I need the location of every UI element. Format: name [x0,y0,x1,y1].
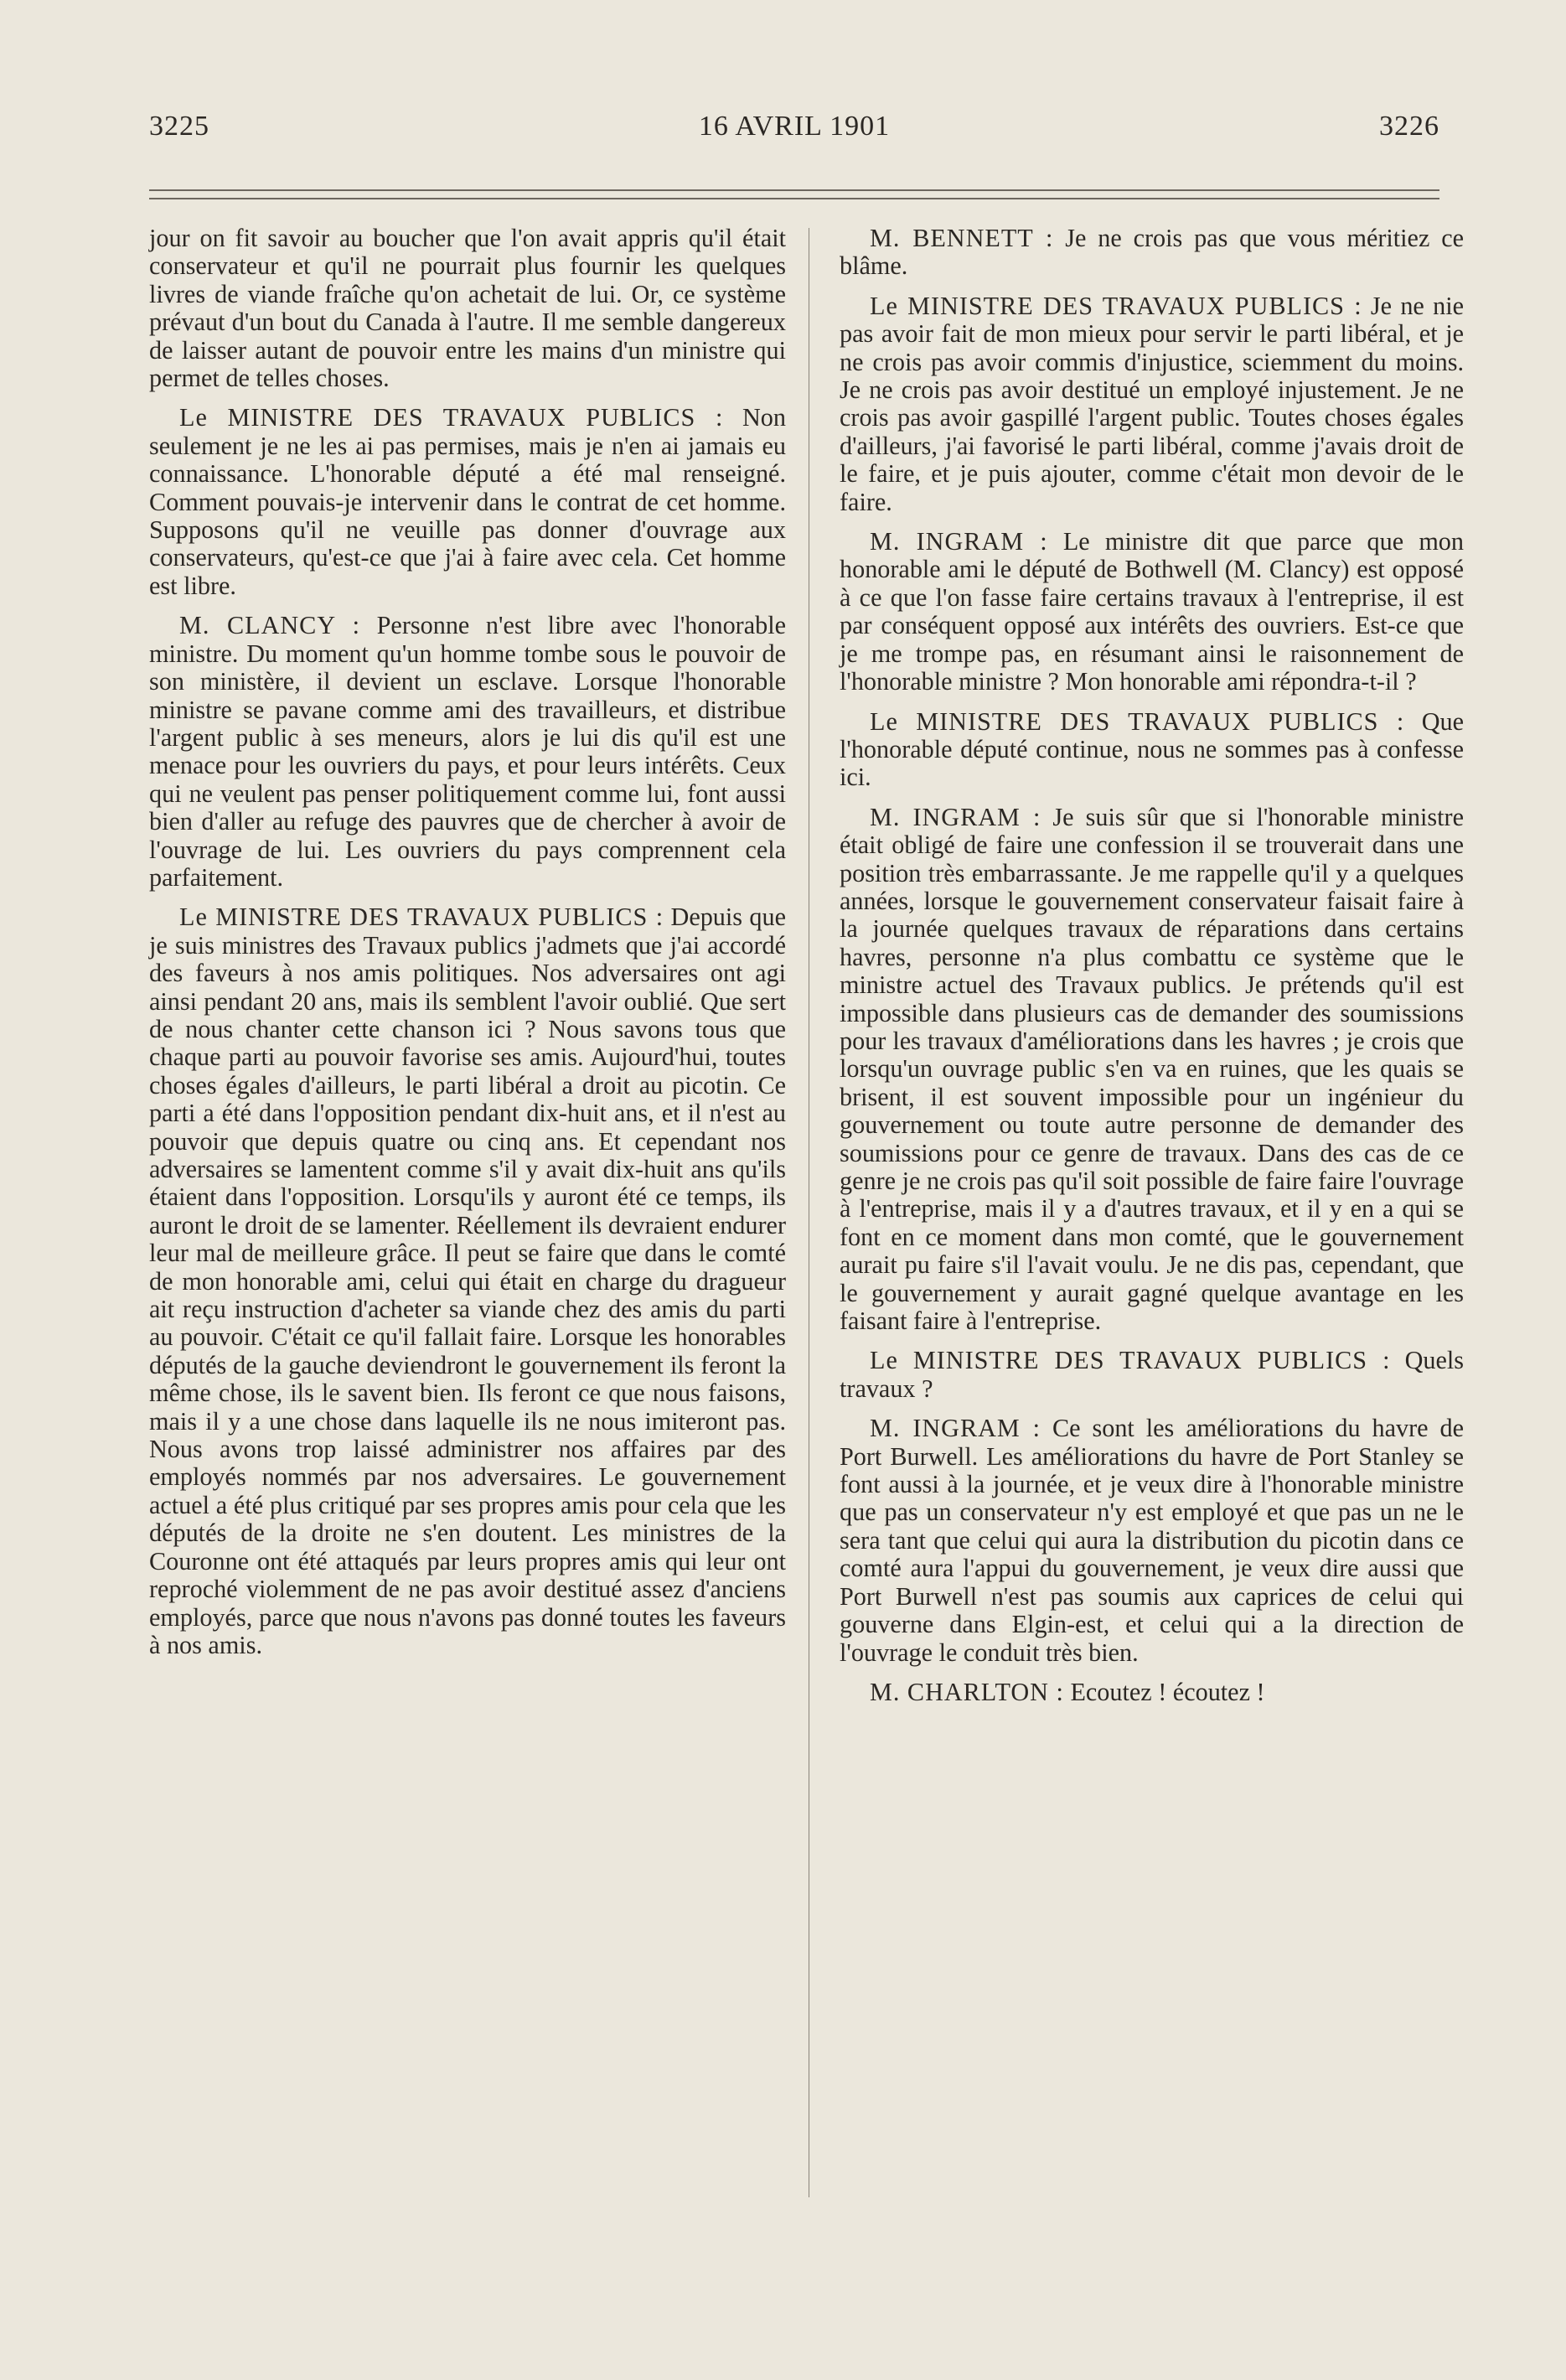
speaker-name: M. CHARLTON : [870,1677,1064,1706]
speaker-name: M. INGRAM : [870,1414,1041,1443]
speaker-name: M. CLANCY : [179,611,361,640]
paragraph-text: Personne n'est libre avec l'honorable ministre. Du moment qu'un homme tombe sous le pouvoir de son ministère, il devient un esclave. Lorsque l'honorable ministre se pavane comme ami des travailleurs, et distribue l'argent public à ses meneurs, alors je lui dis qu'il est une menace pour les ouvriers du pays, et pour leurs intérêts. Ceux qui ne veulent pas penser politiquement comme lui, font aussi bien d'aller au refuge des pauvres que de chercher à avoir de l'ouvrage de lui. Les ouvriers du pays comprennent cela parfaitement. [149,611,787,892]
paragraph [149,225,786,392]
header-rule-top [149,189,1439,191]
paragraph [840,1415,1464,1667]
paragraph-text: Depuis que je suis ministres des Travaux publics j'admets que j'ai accordé des faveurs à nos amis politiques. Nos adversaires ont agi ainsi pendant 20 ans, mais ils semblent l'avoir oublié. Que sert de nous chanter cette chanson ici ? Nous savons tous que chaque parti au pouvoir favorise ses amis. Aujourd'hui, toutes choses égales d'ailleurs, le parti libéral a droit au picotin. Ce parti a été dans l'opposition pendant dix-huit ans, et il n'est au pouvoir que depuis quatre ou cinq ans. Et cependant nos adversaires se lamentent comme s'il y avait dix-huit ans qu'ils étaient dans l'opposition. Lorsqu'ils y auront été ce temps, ils auront le droit de se lamenter. Réellement ils devraient endurer leur mal de meilleure grâce. Il peut se faire que dans le comté de mon honorable ami, celui qui était en charge du dragueur ait reçu instruction d'acheter sa viande chez des amis du parti au pouvoir. C'était ce qu'il fallait faire. Lorsque les honorables députés de la gauche deviendront le gouvernement ils feront la même chose, ils le savent bien. Ils feront ce que nous faisons, mais il y a une chose dans laquelle ils ne nous imiteront pas. Nous avons trop laissé administrer nos affaires par des employés nommés par nos adversaires. Le gouvernement actuel a été plus critiqué par ses propres amis pour cela que les députés de la droite ne s'en doutent. Les ministres de la Couronne ont été attaqués par leurs propres amis qui leur ont reproché violemment de ne pas avoir destitué assez d'anciens employés, parce que nous n'avons pas donné toutes les faveurs à nos amis. [149,903,787,1659]
page-number-left: 3225 [149,111,209,142]
page-number-right: 3226 [1379,111,1439,142]
paragraph [149,612,786,892]
paragraph-text: Non seulement je ne les ai pas permises, mais je n'en ai jamais eu connaissance. L'honorable député a été mal renseigné. Comment pouvais-je intervenir dans le contrat de cet homme. Supposons qu'il ne veuille pas donner d'ouvrage aux conservateurs, qu'est-ce que j'ai à faire avec cela. Cet homme est libre. [149,403,786,600]
paragraph-text: Ecoutez ! écoutez ! [1070,1677,1265,1706]
speaker-name: M. INGRAM : [870,527,1048,556]
paragraph-text: jour on fit savoir au boucher que l'on avait appris qu'il était conservateur et qu'il ne pourrait plus fournir les quelques livres de viande fraîche qu'on achetait de lui. Or, ce système prévaut d'un bout du Canada à l'autre. Il me semble dangereux de laisser autant de pouvoir entre les mains d'un ministre qui permet de telles choses. [149,224,786,393]
paragraph-text: Je ne crois pas que vous méritiez ce blâme. [840,224,1464,281]
header-date: 16 AVRIL 1901 [698,111,891,142]
paragraph [840,708,1464,792]
paragraph [840,292,1464,516]
paragraph [840,528,1464,696]
paragraph-text: Le ministre dit que parce que mon honorable ami le député de Bothwell (M. Clancy) est opposé à ce que l'on fasse faire certains travaux à l'entreprise, il est par conséquent opposé aux intérêts des ouvriers. Est-ce que je me trompe pas, en résumant ainsi le raisonnement de l'honorable ministre ? Mon honorable ami répondra-t-il ? [840,527,1464,696]
speaker-name: Le MINISTRE DES TRAVAUX PUBLICS : [179,903,664,932]
speaker-name: M. BENNETT : [870,224,1054,252]
paragraph-text: Quels travaux ? [840,1346,1464,1403]
paragraph [840,225,1464,281]
paragraph-text: Que l'honorable député continue, nous ne sommes pas à confesse ici. [840,706,1464,792]
speaker-name: M. INGRAM : [870,802,1041,831]
header-rule-bottom [149,198,1439,199]
left-column [149,225,786,1671]
paragraph [840,1679,1464,1706]
speaker-name: Le MINISTRE DES TRAVAUX PUBLICS : [870,291,1362,320]
paragraph-text: Ce sont les améliorations du havre de Port Burwell. Les améliorations du havre de Port Stanley se font aussi à la journée, et je veux dire à l'honorable ministre que pas un conservateur n'y est employé et que pas un ne le sera tant que celui qui aura la distribution du picotin dans ce comté aura l'appui du gouvernement, je veux dire aussi que Port Burwell n'est pas soumis aux caprices de celui qui gouverne dans Elgin-est, et celui qui a la direction de l'ouvrage le conduit très bien. [840,1414,1465,1667]
page-header [149,111,1439,161]
paragraph [149,404,786,600]
paragraph [840,1347,1464,1403]
paragraph [149,903,786,1659]
paragraph-text: Je suis sûr que si l'honorable ministre était obligé de faire une confession il se trouverait dans une position très embarrassante. Je me rappelle qu'il y a quelques années, lorsque le gouvernement conservateur faisait faire à la journée quelques travaux de réparations dans certains havres, personne n'a plus combattu ce système que le ministre actuel des Travaux publics. Je prétends qu'il est impossible dans plusieurs cas de demander des soumissions pour les travaux d'améliorations dans les havres ; je crois que lorsqu'un ouvrage public s'en va en ruines, que les quais se brisent, il est souvent impossible pour un ingénieur du gouvernement ou toute autre personne de demander des soumissions pour ce genre de travaux. Dans des cas de ce genre je ne crois pas qu'il soit possible de faire faire l'ouvrage à l'entreprise, mais il y a d'autres travaux, et il y en a qui se font en ce moment dans mon comté, que le gouvernement aurait pu faire s'il l'avait voulu. Je ne dis pas, cependant, que le gouvernement y aurait gagné quelque avantage en les faisant faire à l'entreprise. [840,802,1464,1336]
paragraph [840,804,1464,1336]
right-column [840,225,1464,1718]
speaker-name: Le MINISTRE DES TRAVAUX PUBLICS : [870,1346,1391,1375]
speaker-name: Le MINISTRE DES TRAVAUX PUBLICS : [179,403,724,432]
paragraph-text: Je ne nie pas avoir fait de mon mieux pour servir le parti libéral, et je ne crois pas avoir commis d'injustice, sciemment du moins. Je ne crois pas avoir destitué un employé injustement. Je ne crois pas avoir gaspillé l'argent public. Toutes choses égales d'ailleurs, j'ai favorisé le parti libéral, comme j'avais droit de le faire, et je puis ajouter, comme c'était mon devoir de le faire. [840,291,1464,516]
speaker-name: Le MINISTRE DES TRAVAUX PUBLICS : [870,706,1405,736]
